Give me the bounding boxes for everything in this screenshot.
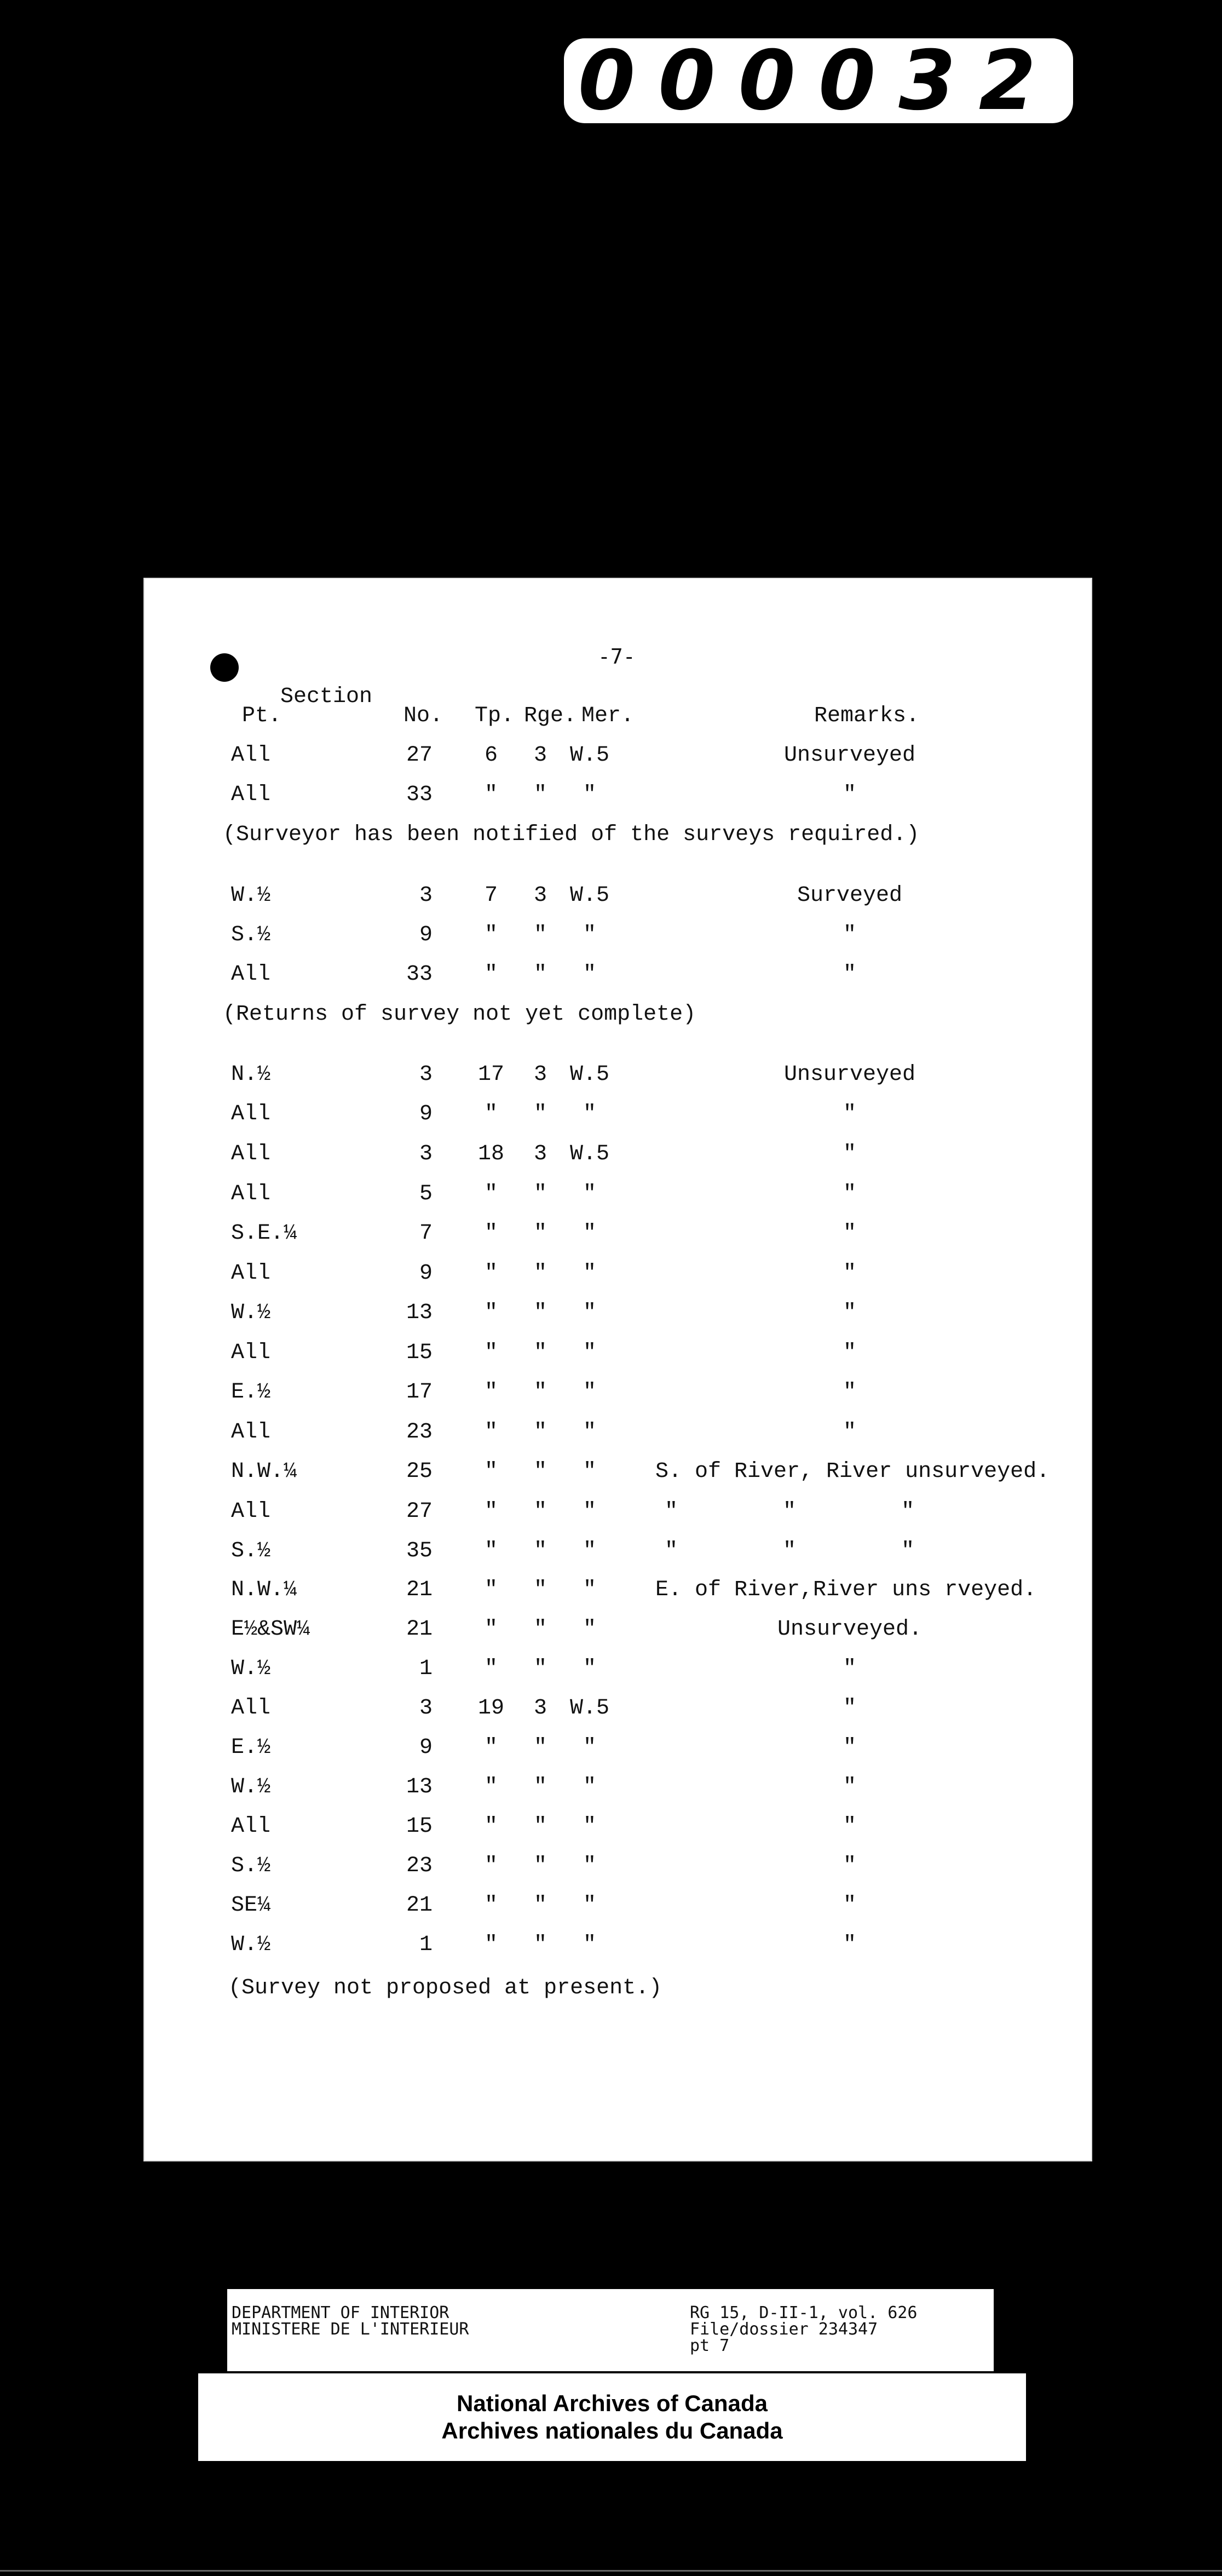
table-row: All 33 " " " " [231, 962, 856, 987]
table-row: All 27 " " " " " " [231, 1499, 915, 1524]
punch-hole [210, 653, 239, 682]
table-row: E½&SW¼ 21 " " " Unsurveyed. [231, 1617, 923, 1642]
table-row: N.½ 3 17 3 W.5 Unsurveyed [231, 1062, 916, 1087]
note-not-proposed: (Survey not proposed at present.) [228, 1976, 662, 2000]
part-ref: pt 7 [690, 2336, 730, 2355]
archives-french: Archives nationales du Canada [441, 2418, 783, 2443]
table-row: All 9 " " " " [231, 1102, 856, 1126]
note-returns-incomplete: (Returns of survey not yet complete) [223, 1002, 696, 1027]
table-row: W.½ 13 " " " " [231, 1775, 856, 1799]
dept-french: MINISTERE DE L'INTERIEUR [232, 2320, 469, 2339]
header-rge: Rge. [524, 704, 577, 728]
table-row: All 23 " " " " [231, 1420, 856, 1445]
table-row: N.W.¼ 21 " " " E. of River,River uns rveyed. [231, 1578, 1037, 1602]
record-group-ref: RG 15, D-II-1, vol. 626 [690, 2303, 918, 2322]
header-mer: Mer. [581, 704, 635, 728]
header-section: Section [280, 685, 373, 709]
table-row: All 3 19 3 W.5 " [231, 1696, 856, 1721]
page-number: -7- [598, 645, 636, 669]
table-row: All 15 " " " " [231, 1814, 856, 1839]
table-row: All 3 18 3 W.5 " [231, 1142, 856, 1166]
table-row: All 15 " " " " [231, 1341, 856, 1365]
table-row: W.½ 3 7 3 W.5 Surveyed [231, 883, 903, 908]
archives-banner [198, 2373, 1026, 2461]
document-stamp-number: 000032 [564, 38, 1073, 123]
table-row: W.½ 13 " " " " [231, 1301, 856, 1325]
table-row: All 9 " " " " [231, 1261, 856, 1286]
table-row: W.½ 1 " " " " [231, 1657, 856, 1681]
table-row: SE¼ 21 " " " " [231, 1893, 856, 1918]
table-row: S.½ 23 " " " " [231, 1854, 856, 1878]
table-row: W.½ 1 " " " " [231, 1933, 856, 1957]
archive-reference-label [227, 2289, 994, 2371]
table-row: S.E.¼ 7 " " " " [231, 1221, 856, 1246]
note-surveyor-notified: (Surveyor has been notified of the surveys required.) [223, 823, 920, 847]
table-row: N.W.¼ 25 " " " S. of River, River unsurveyed. [231, 1459, 1050, 1484]
document-sheet [143, 578, 1092, 2161]
table-row: All 27 6 3 W.5 Unsurveyed [231, 743, 916, 768]
table-row: E.½ 17 " " " " [231, 1380, 856, 1405]
table-row: E.½ 9 " " " " [231, 1735, 856, 1760]
table-row: All 33 " " " " [231, 783, 856, 807]
header-pt: Pt. [242, 704, 282, 728]
archives-english: National Archives of Canada [457, 2390, 768, 2416]
scan-edge-line [0, 2570, 1222, 2572]
file-dossier-ref: File/dossier 234347 [690, 2320, 878, 2339]
header-tp: Tp. [475, 704, 515, 728]
table-row: All 5 " " " " [231, 1182, 856, 1206]
table-row: S.½ 35 " " " " " " [231, 1539, 915, 1563]
dept-english: DEPARTMENT OF INTERIOR [232, 2303, 449, 2322]
header-no: No. [404, 704, 443, 728]
header-remarks: Remarks. [814, 704, 920, 728]
table-row: S.½ 9 " " " " [231, 923, 856, 947]
